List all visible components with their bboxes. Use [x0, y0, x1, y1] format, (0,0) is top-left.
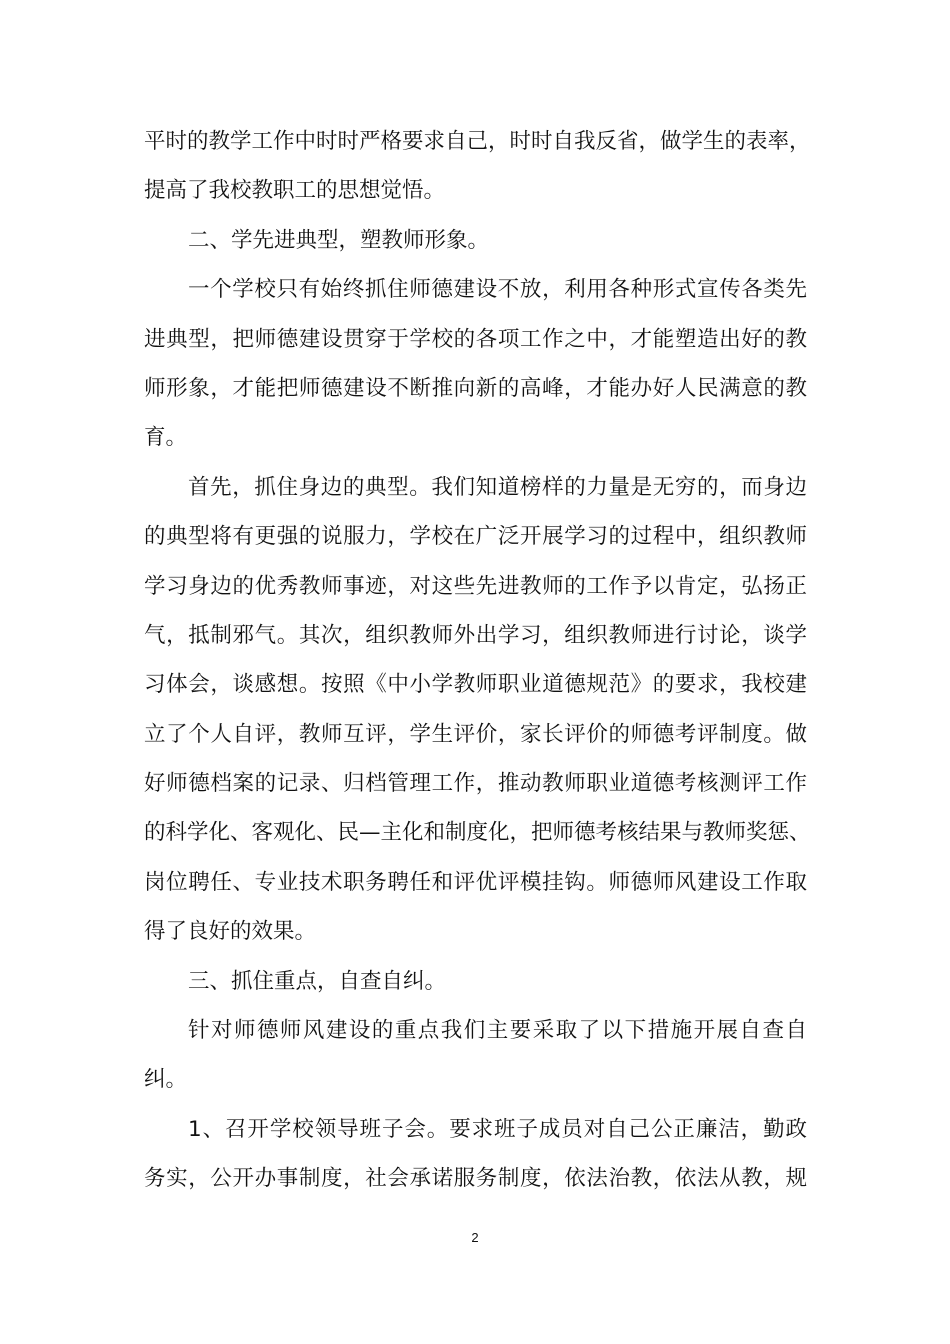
text-line: 针对师德师风建设的重点我们主要采取了以下措施开展自查自	[188, 1018, 807, 1044]
text-line: 习体会，谈感想。按照《中小学教师职业道德规范》的要求，我校建	[144, 672, 807, 698]
text-line: 进典型，把师德建设贯穿于学校的各项工作之中，才能塑造出好的教	[144, 326, 807, 352]
section-heading: 二、学先进典型，塑教师形象。	[188, 227, 490, 253]
text-line: 岗位聘任、专业技术职务聘任和评优评模挂钩。师德师风建设工作取	[144, 869, 807, 895]
text-line: 一个学校只有始终抓住师德建设不放，利用各种形式宣传各类先	[188, 277, 807, 303]
text-line: 提高了我校教职工的思想觉悟。	[144, 178, 446, 204]
text-line: 育。	[144, 425, 188, 451]
text-line: 首先，抓住身边的典型。我们知道榜样的力量是无穷的，而身边	[188, 474, 807, 500]
text-line: 1、召开学校领导班子会。要求班子成员对自己公正廉洁，勤政	[188, 1116, 807, 1142]
text-line: 气，抵制邪气。其次，组织教师外出学习，组织教师进行讨论，谈学	[144, 622, 807, 648]
text-line: 纠。	[144, 1067, 188, 1093]
text-line: 的典型将有更强的说服力，学校在广泛开展学习的过程中，组织教师	[144, 524, 807, 550]
text-line: 的科学化、客观化、民—主化和制度化，把师德考核结果与教师奖惩、	[144, 820, 811, 846]
text-line: 立了个人自评，教师互评，学生评价，家长评价的师德考评制度。做	[144, 721, 807, 747]
document-body	[144, 117, 811, 1204]
text-line: 师形象，才能把师德建设不断推向新的高峰，才能办好人民满意的教	[144, 375, 807, 401]
text-line: 得了良好的效果。	[144, 919, 317, 945]
page-number: 2	[471, 1230, 479, 1245]
text-line: 平时的教学工作中时时严格要求自己，时时自我反省，做学生的表率，	[144, 129, 811, 154]
text-line: 务实，公开办事制度，社会承诺服务制度，依法治教，依法从教，规	[144, 1166, 807, 1192]
text-line: 好师德档案的记录、归档管理工作，推动教师职业道德考核测评工作	[144, 771, 807, 797]
text-line: 学习身边的优秀教师事迹，对这些先进教师的工作予以肯定，弘扬正	[144, 573, 807, 599]
section-heading: 三、抓住重点，自查自纠。	[188, 968, 447, 994]
